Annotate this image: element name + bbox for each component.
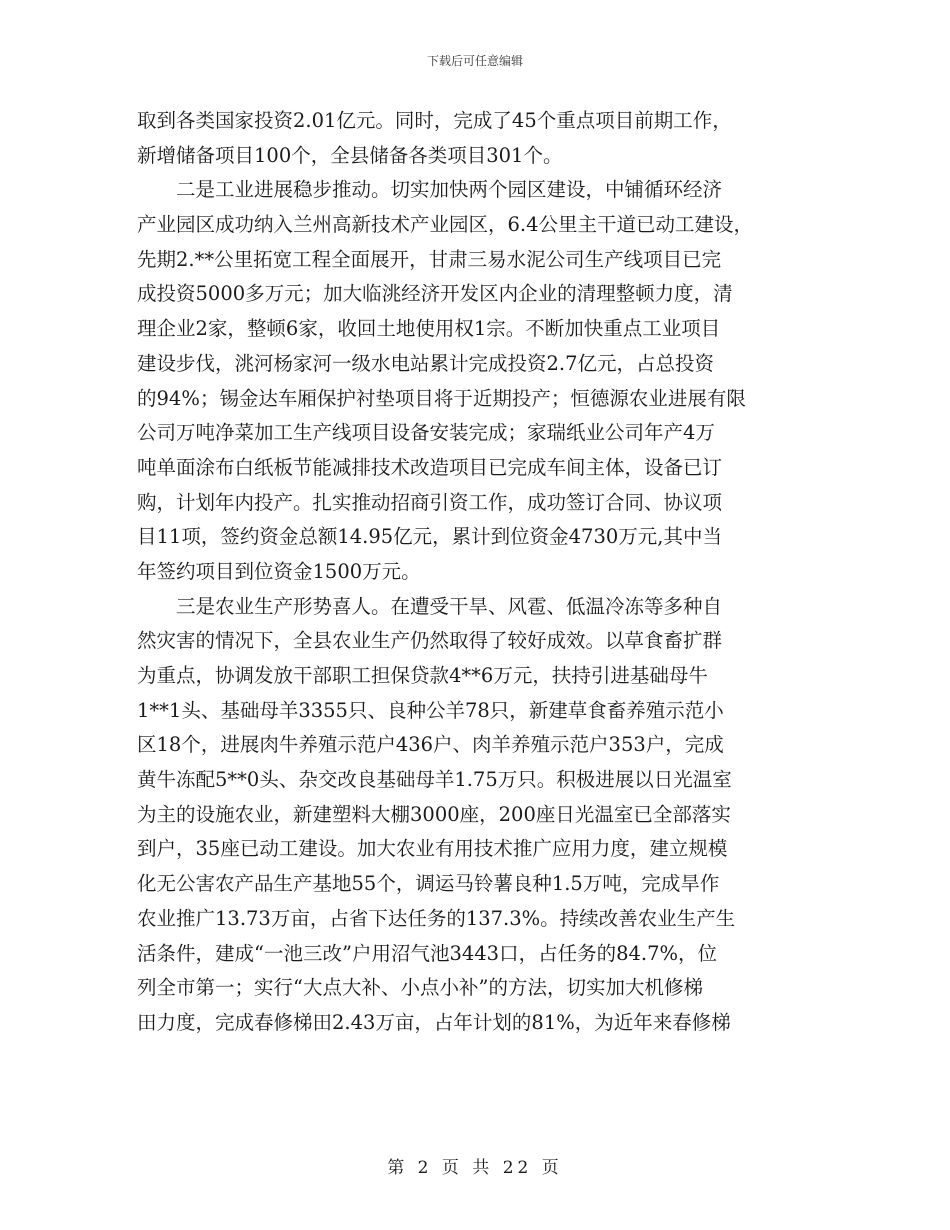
text-line: 黄牛冻配5**0头、杂交改良基础母羊1.75万只。积极进展以日光温室 (137, 768, 732, 792)
page-header: 下载后可任意编辑 (426, 54, 523, 68)
text-line: 理企业2家，整顿6家，收回土地使用权1宗。不断加快重点工业项目 (137, 317, 721, 341)
page-footer: 第 2 页 共 22 页 (387, 1158, 563, 1178)
text-line: 成投资5000多万元；加大临洮经济开发区内企业的清理整顿力度，清 (137, 282, 733, 306)
text-line: 然灾害的情况下，全县农业生产仍然取得了较好成效。以草食畜扩群 (137, 629, 723, 653)
document-body (137, 104, 815, 1041)
text-line: 产业园区成功纳入兰州高新技术产业园区，6.4公里主干道已动工建设， (137, 213, 754, 237)
text-line: 列全市第一；实行“大点大补、小点小补”的方法，切实加大机修梯 (137, 976, 703, 1000)
text-line: 化无公害农产品生产基地55个，调运马铃薯良种1.5万吨，完成旱作 (137, 872, 720, 896)
text-line: 区18个，进展肉牛养殖示范户436户、肉羊养殖示范户353户，完成 (137, 733, 724, 757)
text-line: 三是农业生产形势喜人。在遭受干旱、风雹、低温冷冻等多种自 (176, 594, 723, 618)
text-line: 田力度，完成春修梯田2.43万亩，占年计划的81%，为近年来春修梯 (137, 1010, 731, 1034)
text-line: 先期2.**公里拓宽工程全面展开，甘肃三易水泥公司生产线项目已完 (137, 247, 722, 271)
text-line: 1**1头、基础母羊3355只、良种公羊78只，新建草食畜养殖示范小 (137, 698, 724, 722)
text-line: 取到各类国家投资2.01亿元。同时，完成了45个重点项目前期工作， (137, 109, 732, 132)
text-line: 到户，35座已动工建设。加大农业有用技术推广应用力度，建立规模 (137, 837, 728, 861)
text-line: 为重点，协调发放干部职工担保贷款4**6万元，扶持引进基础母牛 (137, 664, 708, 687)
text-line: 农业推广13.73万亩，占省下达任务的137.3%。持续改善农业生产生 (137, 906, 736, 930)
text-line: 购，计划年内投产。扎实推动招商引资工作，成功签订合同、协议项 (137, 490, 723, 514)
text-line: 吨单面涂布白纸板节能减排技术改造项目已完成车间主体，设备已订 (137, 455, 723, 479)
text-line: 为主的设施农业，新建塑料大棚3000座，200座日光温室已全部落实 (137, 802, 731, 826)
text-line: 建设步伐，洮河杨家河一级水电站累计完成投资2.7亿元，占总投资 (137, 351, 715, 375)
text-line: 公司万吨净菜加工生产线项目设备安装完成；家瑞纸业公司年产4万 (137, 421, 715, 445)
text-line: 二是工业进展稳步推动。切实加快两个园区建设，中铺循环经济 (176, 178, 723, 202)
text-line: 活条件，建成“一池三改”户用沼气池3443口，占任务的84.7%，位 (137, 941, 718, 965)
text-line: 新增储备项目100个，全县储备各类项目301个。 (137, 143, 563, 167)
text-line: 的94%；锡金达车厢保护衬垫项目将于近期投产；恒德源农业进展有限 (137, 386, 746, 410)
text-line: 目11项，签约资金总额14.95亿元，累计到位资金4730万元,其中当 (137, 525, 722, 549)
text-line: 年签约项目到位资金1500万元。 (137, 559, 421, 583)
